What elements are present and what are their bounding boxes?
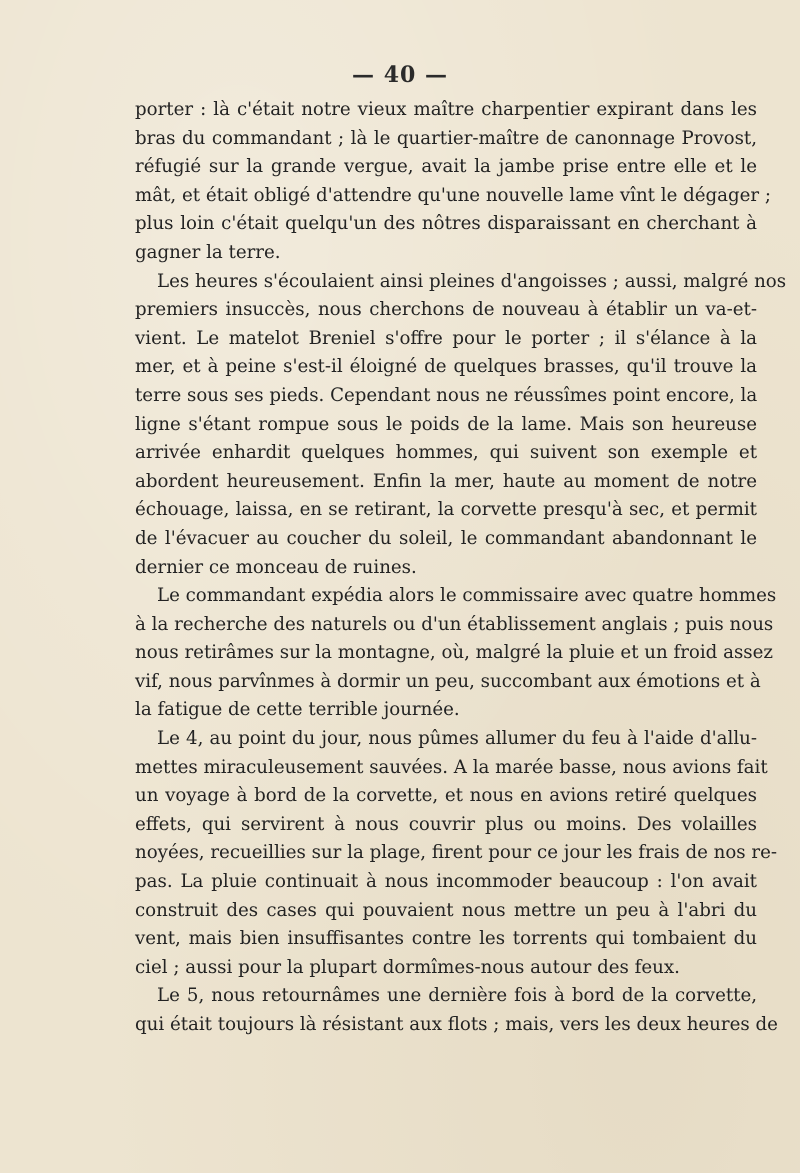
text-line: bras du commandant ; là le quartier-maître de canonnage Provost, xyxy=(135,127,757,149)
text-line: arrivée enhardit quelques hommes, qui suivent son exemple et xyxy=(135,442,757,464)
text-line: effets, qui servirent à nous couvrir plus ou moins. Des volailles xyxy=(135,813,757,835)
text-line: dernier ce monceau de ruines. xyxy=(135,556,417,578)
text-line: premiers insuccès, nous cherchons de nouveau à établir un va-et- xyxy=(135,299,757,321)
page-number: — 40 — xyxy=(352,62,448,88)
text-line: gagner la terre. xyxy=(135,241,281,263)
text-line: pas. La pluie continuait à nous incommoder beaucoup : l'on avait xyxy=(135,871,757,893)
text-line: mât, et était obligé d'attendre qu'une nouvelle lame vînt le dégager ; xyxy=(135,184,772,206)
text-line: la fatigue de cette terrible journée. xyxy=(135,699,460,721)
text-line: porter : là c'était notre vieux maître charpentier expirant dans les xyxy=(135,99,757,120)
text-line: vif, nous parvînmes à dormir un peu, succombant aux émotions et à xyxy=(135,670,761,692)
text-line: nous retirâmes sur la montagne, où, malgré la pluie et un froid assez xyxy=(135,642,773,664)
text-line: mer, et à peine s'est-il éloigné de quelques brasses, qu'il trouve la xyxy=(135,356,757,378)
text-line: noyées, recueillies sur la plage, firent pour ce jour les frais de nos re- xyxy=(135,842,778,864)
text-line: un voyage à bord de la corvette, et nous en avions retiré quelques xyxy=(135,785,757,807)
paragraph-start-line: Le 5, nous retournâmes une dernière fois à bord de la corvette, xyxy=(157,985,757,1007)
text-line: réfugié sur la grande vergue, avait la jambe prise entre elle et le xyxy=(135,156,757,178)
text-line: de l'évacuer au coucher du soleil, le commandant abandonnant le xyxy=(135,527,757,549)
paragraph-start-line: Le commandant expédia alors le commissaire avec quatre hommes xyxy=(157,585,777,607)
body-text xyxy=(135,96,787,1040)
paragraph-start-line: Le 4, au point du jour, nous pûmes allumer du feu à l'aide d'allu- xyxy=(157,728,757,750)
text-line: ciel ; aussi pour la plupart dormîmes-nous autour des feux. xyxy=(135,956,680,978)
paragraph-start-line: Les heures s'écoulaient ainsi pleines d'angoisses ; aussi, malgré nos xyxy=(157,270,787,292)
text-line: ligne s'étant rompue sous le poids de la lame. Mais son heureuse xyxy=(135,413,757,435)
text-line: mettes miraculeusement sauvées. A la marée basse, nous avions fait xyxy=(135,756,768,778)
text-line: vient. Le matelot Breniel s'offre pour le porter ; il s'élance à la xyxy=(135,327,757,349)
text-line: qui était toujours là résistant aux flots ; mais, vers les deux heures de xyxy=(135,1014,778,1035)
text-line: plus loin c'était quelqu'un des nôtres disparaissant en cherchant à xyxy=(135,213,757,235)
text-line: à la recherche des naturels ou d'un établissement anglais ; puis nous xyxy=(135,613,774,635)
text-line: abordent heureusement. Enfin la mer, haute au moment de notre xyxy=(135,470,757,492)
text-line: échouage, laissa, en se retirant, la corvette presqu'à sec, et permit xyxy=(135,499,757,521)
text-line: vent, mais bien insuffisantes contre les torrents qui tombaient du xyxy=(135,928,757,950)
text-line: terre sous ses pieds. Cependant nous ne réussîmes point encore, la xyxy=(135,384,758,406)
text-line: construit des cases qui pouvaient nous mettre un peu à l'abri du xyxy=(135,899,757,921)
